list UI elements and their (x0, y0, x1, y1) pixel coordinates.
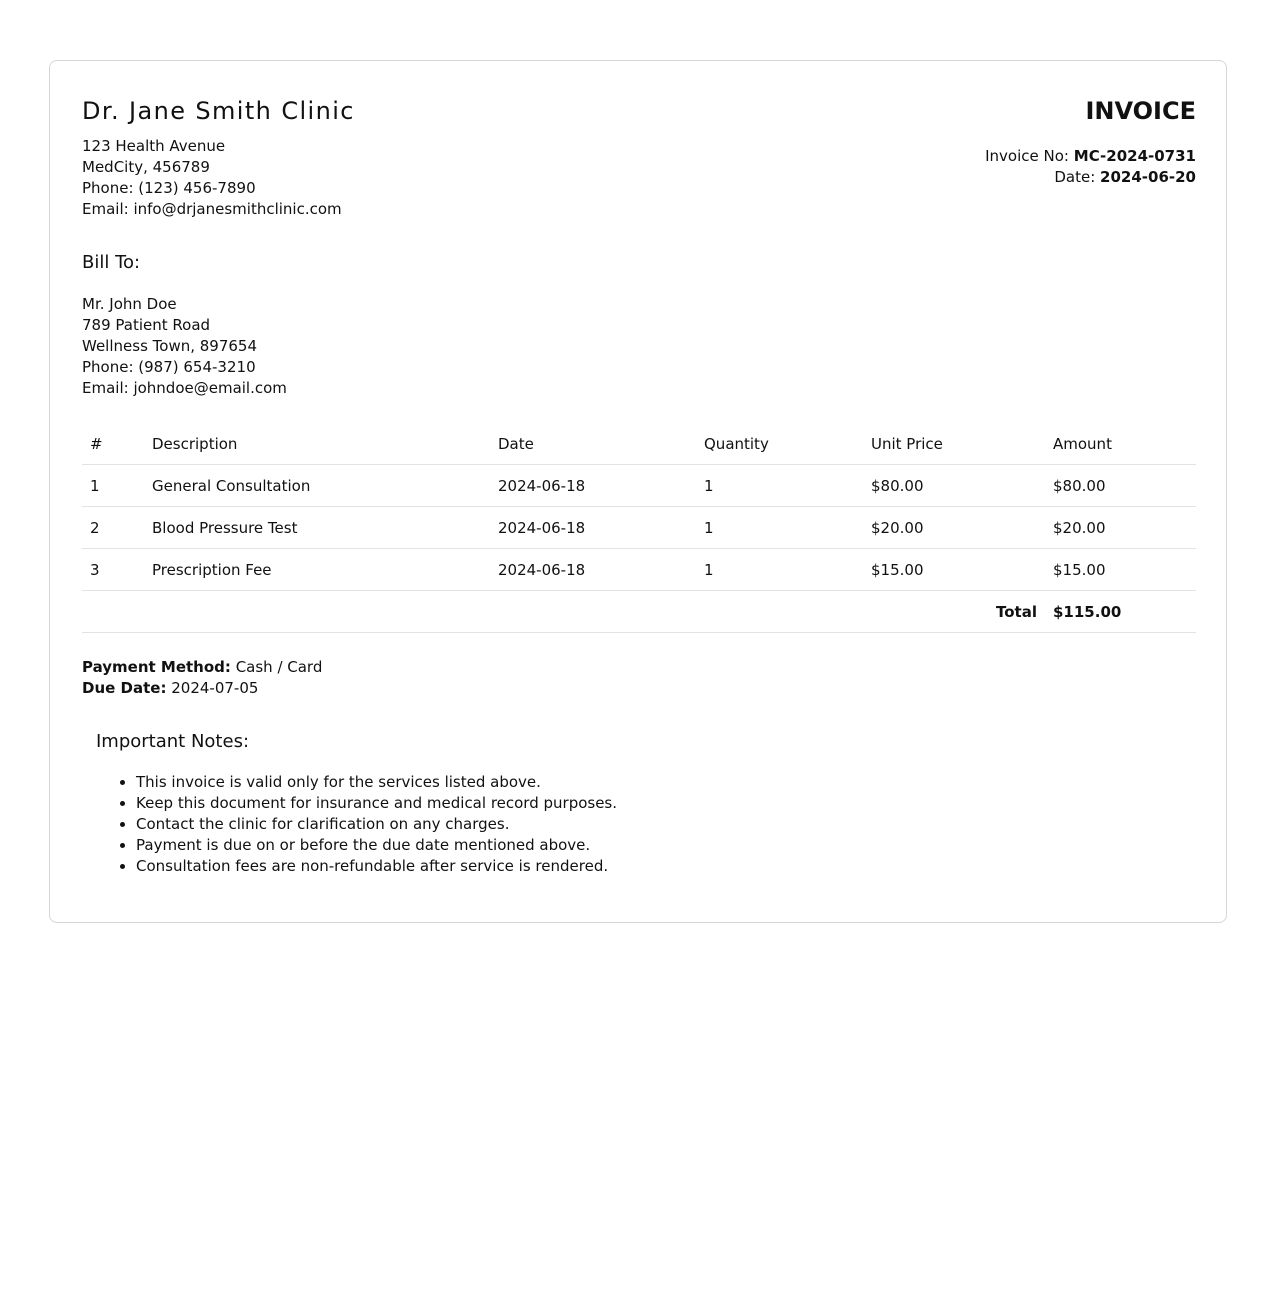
row-unit-price: $15.00 (863, 549, 1045, 591)
row-quantity: 1 (696, 549, 863, 591)
row-amount: $20.00 (1045, 507, 1196, 549)
row-description: Blood Pressure Test (144, 507, 490, 549)
column-header-description: Description (144, 423, 490, 465)
invoice-title: INVOICE (1085, 97, 1196, 125)
row-number: 1 (82, 465, 144, 507)
invoice-date: 2024-06-20 (1100, 168, 1196, 186)
column-header-quantity: Quantity (696, 423, 863, 465)
invoice-date-label: Date: (1054, 168, 1096, 186)
due-date-label: Due Date: (82, 679, 167, 697)
clinic-phone: Phone: (123) 456-7890 (82, 179, 256, 197)
total-row (82, 591, 1196, 633)
total-label: Total (82, 591, 1045, 633)
due-date: 2024-07-05 (171, 679, 259, 697)
clinic-address-line2: MedCity, 456789 (82, 158, 210, 176)
invoice-number-line (985, 146, 1196, 167)
row-date: 2024-06-18 (490, 507, 696, 549)
bill-to-details (82, 294, 287, 399)
list-item: • Contact the clinic for clarification on any charges. (136, 814, 617, 835)
due-date-line (82, 678, 322, 699)
row-description: General Consultation (144, 465, 490, 507)
payment-method: Cash / Card (235, 658, 323, 676)
invoice-card (49, 60, 1227, 923)
clinic-name: Dr. Jane Smith Clinic (82, 97, 355, 125)
table-row (82, 549, 1196, 591)
column-header-unit-price: Unit Price (863, 423, 1045, 465)
invoice-number-label: Invoice No: (985, 147, 1069, 165)
clinic-address-line1: 123 Health Avenue (82, 137, 226, 155)
clinic-email: Email: info@drjanesmithclinic.com (82, 200, 342, 218)
column-header-amount: Amount (1045, 423, 1196, 465)
payment-method-line (82, 657, 322, 678)
list-item: • This invoice is valid only for the services listed above. (136, 772, 617, 793)
row-amount: $15.00 (1045, 549, 1196, 591)
notes-heading: Important Notes: (96, 731, 250, 752)
row-description: Prescription Fee (144, 549, 490, 591)
table-row (82, 465, 1196, 507)
payment-info (82, 657, 322, 699)
row-date: 2024-06-18 (490, 465, 696, 507)
bill-to-address-line1: 789 Patient Road (82, 316, 211, 334)
clinic-address (82, 136, 342, 220)
table-row (82, 507, 1196, 549)
list-item: • Keep this document for insurance and medical record purposes. (136, 793, 617, 814)
row-unit-price: $80.00 (863, 465, 1045, 507)
row-number: 3 (82, 549, 144, 591)
row-date: 2024-06-18 (490, 549, 696, 591)
total-value: $115.00 (1045, 591, 1196, 633)
row-quantity: 1 (696, 465, 863, 507)
payment-method-label: Payment Method: (82, 658, 231, 676)
column-header-date: Date (490, 423, 696, 465)
row-unit-price: $20.00 (863, 507, 1045, 549)
list-item: • Payment is due on or before the due date mentioned above. (136, 835, 617, 856)
row-amount: $80.00 (1045, 465, 1196, 507)
bill-to-heading: Bill To: (82, 252, 141, 273)
invoice-date-line (985, 167, 1196, 188)
notes-list (96, 772, 617, 877)
bill-to-address-line2: Wellness Town, 897654 (82, 337, 258, 355)
bill-to-name: Mr. John Doe (82, 295, 177, 313)
bill-to-phone: Phone: (987) 654-3210 (82, 358, 256, 376)
list-item: • Consultation fees are non-refundable after service is rendered. (136, 856, 617, 877)
column-header-number: # (82, 423, 144, 465)
invoice-number: MC-2024-0731 (1073, 147, 1196, 165)
row-quantity: 1 (696, 507, 863, 549)
line-items-table (82, 423, 1196, 633)
table-header-row (82, 423, 1196, 465)
row-number: 2 (82, 507, 144, 549)
bill-to-email: Email: johndoe@email.com (82, 379, 287, 397)
invoice-meta (985, 146, 1196, 188)
